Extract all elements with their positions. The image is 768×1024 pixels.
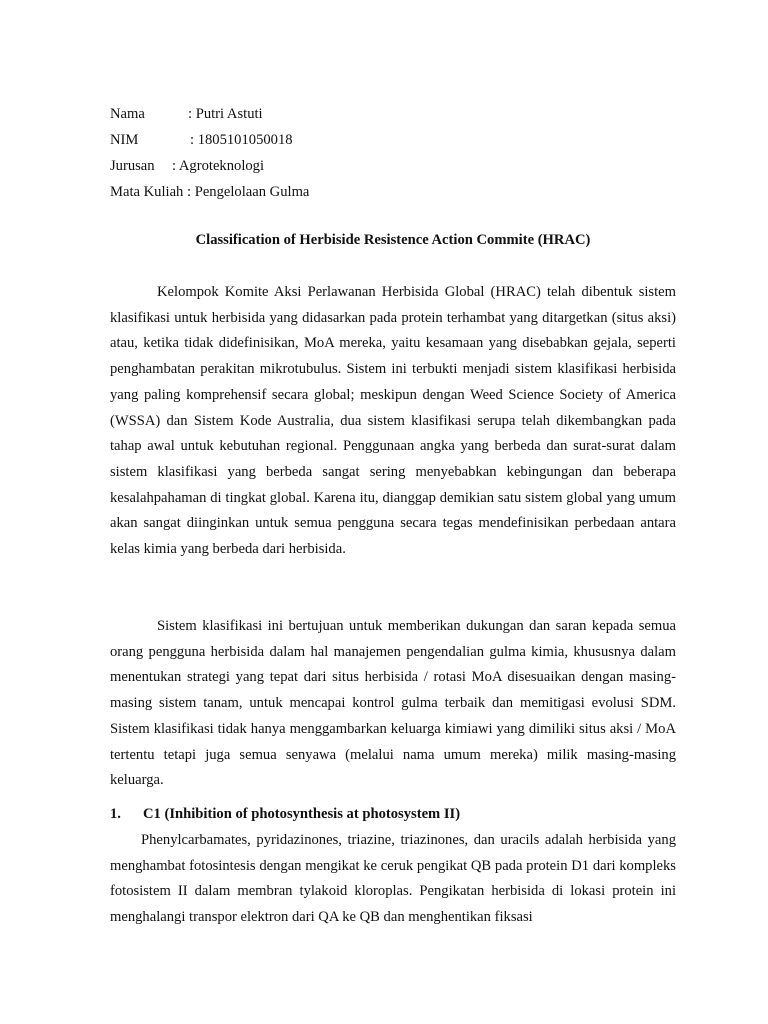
section-title: C1 (Inhibition of photosynthesis at photosystem II) [143, 806, 461, 822]
jurusan-label: Jurusan [110, 158, 155, 174]
paragraph-purpose: Sistem klasifikasi ini bertujuan untuk memberikan dukungan dan saran kepada semua orang pengguna herbisida dalam hal manajemen pengendalian gulma kimia, khususnya dalam menentukan strategi yang tepat dari situs herbisida / rotasi MoA disesuaikan dengan masing-masing sistem tanam, untuk mencapai kontrol gulma terbaik dan memitigasi evolusi SDM. Sistem klasifikasi tidak hanya menggambarkan keluarga kimiawi yang dimiliki situs aksi / MoA tertentu tetapi juga semua senyawa (melalui nama umum mereka) milik masing-masing keluarga. [110, 618, 676, 789]
matakuliah-row [110, 179, 309, 205]
matakuliah-value: : Pengelolaan Gulma [183, 184, 310, 200]
nim-value: : 1805101050018 [190, 132, 293, 148]
section-number: 1. [110, 806, 121, 822]
student-info-block [110, 101, 309, 205]
nama-value: : Putri Astuti [188, 106, 263, 122]
jurusan-value: : Agroteknologi [172, 158, 265, 174]
nim-label: NIM [110, 132, 139, 148]
matakuliah-label: Mata Kuliah [110, 184, 184, 200]
nim-row [110, 127, 309, 153]
section-heading [110, 803, 460, 825]
nama-row [110, 101, 309, 127]
paragraph-intro: Kelompok Komite Aksi Perlawanan Herbisida Global (HRAC) telah dibentuk sistem klasifikasi untuk herbisida yang didasarkan pada protein terhambat yang ditargetkan (situs aksi) atau, ketika tidak didefinisikan, MoA mereka, yaitu kesamaan yang disebabkan gejala, seperti penghambatan perakitan mikrotubulus. Sistem ini terbukti menjadi sistem klasifikasi herbisida yang paling komprehensif secara global; meskipun dengan Weed Science Society of America (WSSA) dan Sistem Kode Australia, dua sistem klasifikasi serupa telah dikembangkan pada tahap awal untuk kebutuhan regional. Penggunaan angka yang berbeda dan surat-surat dalam sistem klasifikasi yang berbeda sangat sering menyebabkan kebingungan dan beberapa kesalahpahaman di tingkat global. Karena itu, dianggap demikian satu sistem global yang umum akan sangat diinginkan untuk semua pengguna secara tegas mendefinisikan perbedaan antara kelas kimia yang berbeda dari herbisida. [110, 284, 676, 558]
nama-label: Nama [110, 106, 145, 122]
section-paragraph: Phenylcarbamates, pyridazinones, triazine, triazinones, dan uracils adalah herbisida yang menghambat fotosintesis dengan mengikat ke ceruk pengikat QB pada protein D1 dari kompleks fotosistem II dalam membran tylakoid kloroplas. Pengikatan herbisida di lokasi protein ini menghalangi transpor elektron dari QA ke QB dan menghentikan fiksasi [110, 832, 676, 926]
document-title: Classification of Herbiside Resistence Action Commite (HRAC) [195, 232, 591, 248]
jurusan-row [110, 153, 309, 179]
